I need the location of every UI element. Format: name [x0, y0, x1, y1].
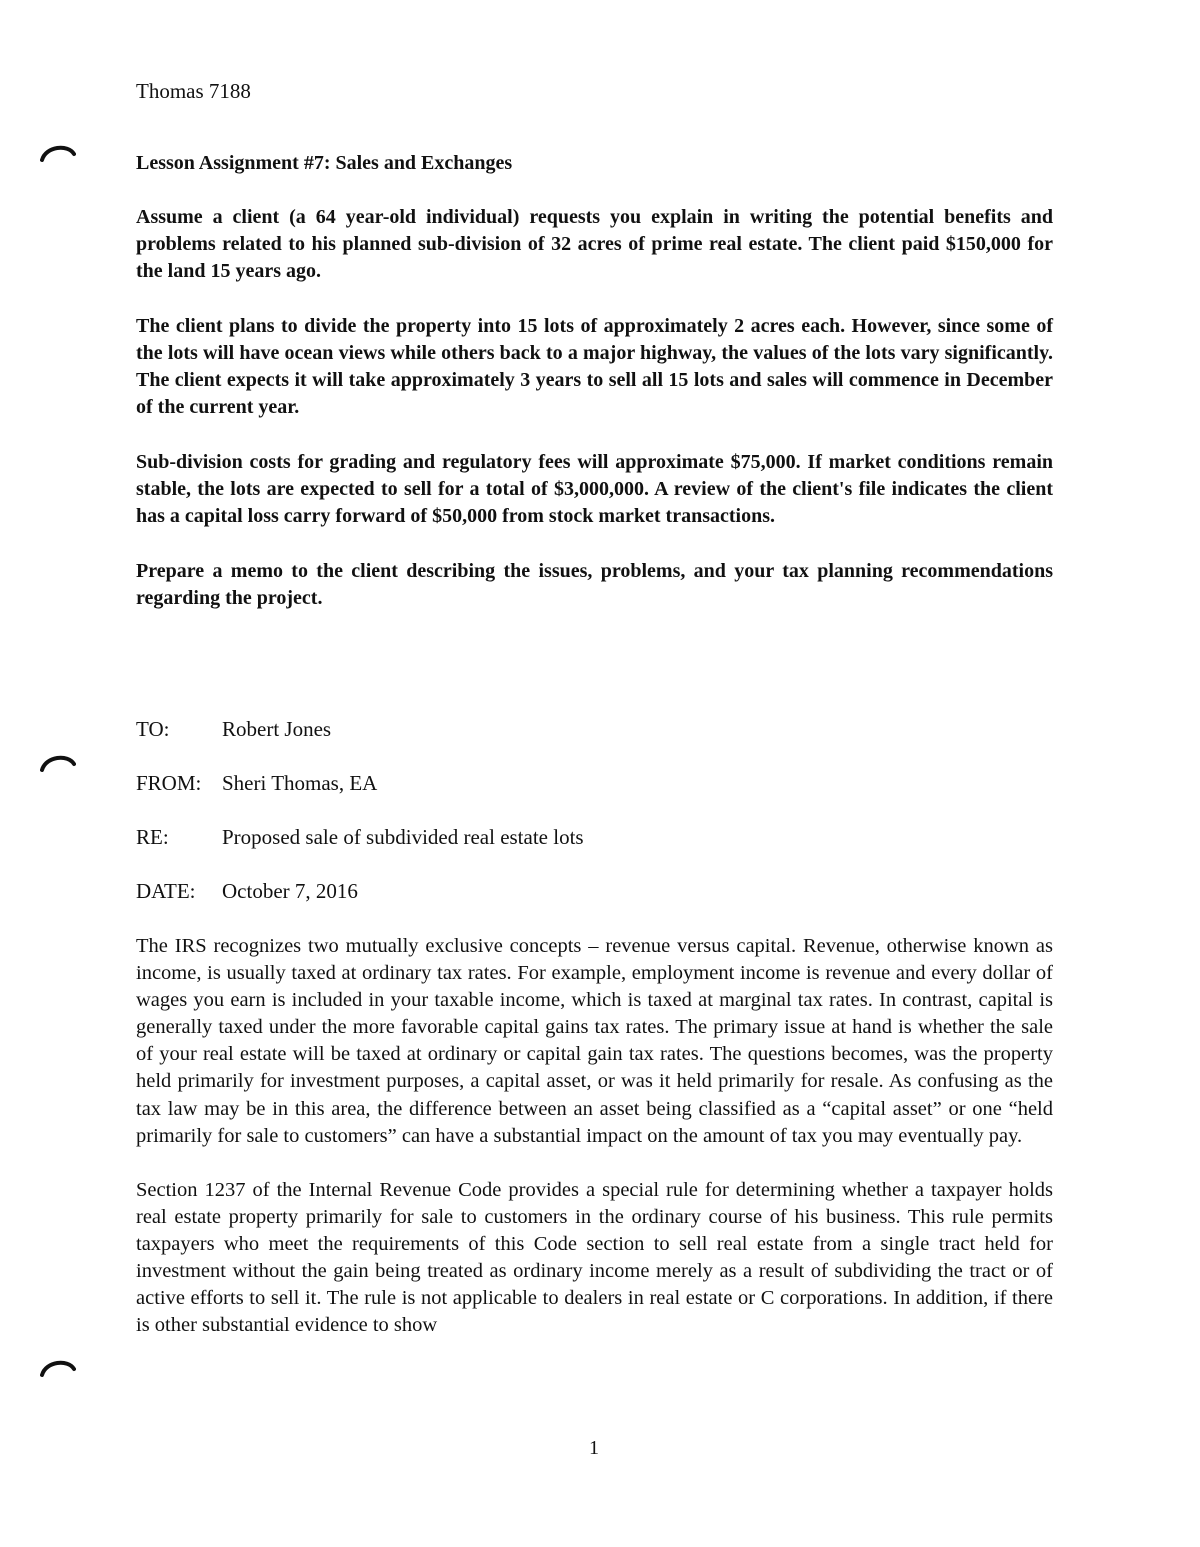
- assignment-paragraph: Prepare a memo to the client describing the issues, problems, and your tax planning recommendations regarding the project.: [136, 560, 1053, 609]
- memo-header: [136, 716, 584, 932]
- memo-from-row: [136, 770, 584, 797]
- memo-body: [136, 933, 1053, 1366]
- memo-to-label: TO:: [136, 717, 170, 741]
- assignment-section: [136, 150, 1053, 640]
- memo-re-label: RE:: [136, 825, 169, 849]
- page-number: 1: [589, 1437, 599, 1459]
- memo-paragraph: Section 1237 of the Internal Revenue Code provides a special rule for determining whether a taxpayer holds real estate property primarily for sale to customers in the ordinary course of his business. This rule permits taxpayers who meet the requirements of this Code section to sell real estate from a single tract held for investment without the gain being treated as ordinary income merely as a result of subdividing the tract or of active efforts to sell it. The rule is not applicable to dealers in real estate or C corporations. In addition, if there is other substantial evidence to show: [136, 1178, 1053, 1337]
- assignment-paragraph: Sub-division costs for grading and regulatory fees will approximate $75,000. If market conditions remain stable, the lots are expected to sell for a total of $3,000,000. A review of the client's file indicates the client has a capital loss carry forward of $50,000 from stock market transactions.: [136, 451, 1053, 527]
- assignment-paragraph: The client plans to divide the property into 15 lots of approximately 2 acres each. However, since some of the lots will have ocean views while others back to a major highway, the values of the lots vary significantly. The client expects it will take approximately 3 years to sell all 15 lots and sales will commence in December of the current year.: [136, 315, 1053, 418]
- assignment-title: Lesson Assignment #7: Sales and Exchanges: [136, 152, 513, 174]
- memo-date-row: [136, 878, 584, 905]
- memo-re-value: Proposed sale of subdivided real estate lots: [222, 825, 584, 849]
- memo-from-value: Sheri Thomas, EA: [222, 771, 378, 795]
- memo-from-label: FROM:: [136, 771, 202, 795]
- punch-hole-mark: [40, 140, 76, 162]
- memo-paragraph: The IRS recognizes two mutually exclusive concepts – revenue versus capital. Revenue, otherwise known as income, is usually taxed at ordinary tax rates. For example, employment income is revenue and every dollar of wages you earn is included in your taxable income, which is taxed at marginal tax rates. In contrast, capital is generally taxed under the more favorable capital gains tax rates. The primary issue at hand is whether the sale of your real estate will be taxed at ordinary or capital gain tax rates. The questions becomes, was the property held primarily for investment purposes, a capital asset, or was it held primarily for resale. As confusing as the tax law may be in this area, the difference between an asset being classified as a “capital asset” or one “held primarily for sale to customers” can have a substantial impact on the amount of tax you may eventually pay.: [136, 935, 1053, 1147]
- memo-date-label: DATE:: [136, 879, 196, 903]
- punch-hole-mark: [40, 750, 76, 772]
- memo-to-row: [136, 716, 584, 743]
- memo-to-value: Robert Jones: [222, 717, 332, 741]
- assignment-paragraph: Assume a client (a 64 year-old individual) requests you explain in writing the potential benefits and problems related to his planned sub-division of 32 acres of prime real estate. The client paid $150,000 for the land 15 years ago.: [136, 206, 1053, 282]
- punch-hole-mark: [40, 1355, 76, 1377]
- memo-date-value: October 7, 2016: [222, 879, 358, 903]
- memo-re-row: [136, 824, 584, 851]
- document-id: Thomas 7188: [136, 79, 251, 103]
